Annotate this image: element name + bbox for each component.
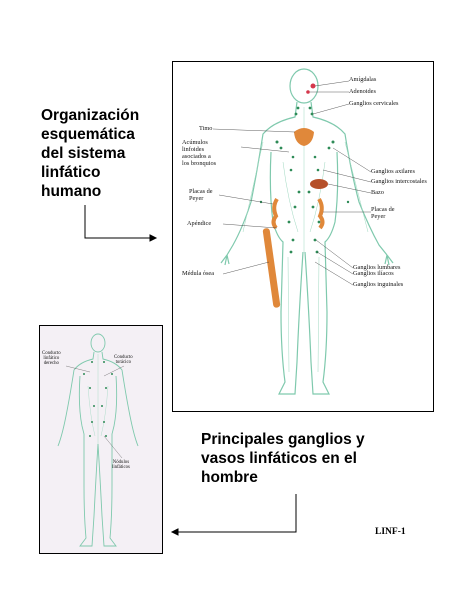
label-apendice: Apéndice xyxy=(187,220,212,227)
label-nodulos-linfaticos: Nódulos linfáticos xyxy=(112,460,130,471)
bone-marrow-shape xyxy=(262,228,280,308)
label-timo: Timo xyxy=(199,125,213,132)
label-amigdalas: Amígdalas xyxy=(349,76,377,83)
label-ganglios-lumbares: Ganglios lumbares xyxy=(353,264,401,271)
arrow-to-small-figure xyxy=(172,494,296,535)
label-ganglios-intercostales: Ganglios intercostales xyxy=(371,178,427,185)
label-ganglios-iliacos: Ganglios ilíacos xyxy=(353,270,394,277)
spleen-shape xyxy=(310,179,328,189)
human-body-illustration xyxy=(173,62,433,411)
label-ganglios-inguinales: Ganglios inguinales xyxy=(353,281,404,288)
arrow-to-main-figure xyxy=(85,205,156,241)
label-ganglios-axilares: Ganglios axilares xyxy=(371,168,415,175)
page-code: LINF-1 xyxy=(375,527,406,537)
label-conducto-derecho: Conducto linfático derecho xyxy=(42,351,61,367)
label-placas-peyer-left: Placas de Peyer xyxy=(189,188,213,202)
thymus-shape xyxy=(294,128,314,146)
lymph-nodes-figure xyxy=(39,325,163,554)
diagram-title-left: Organización esquemática del sistema linfático humano xyxy=(41,107,140,200)
label-placas-peyer-right: Placas de Peyer xyxy=(371,206,395,220)
label-bazo: Bazo xyxy=(371,189,384,196)
label-medula-osea: Médula ósea xyxy=(182,270,214,277)
label-adenoides: Adenoides xyxy=(349,88,376,95)
diagram-title-bottom: Principales ganglios y vasos linfáticos en el hombre xyxy=(201,431,365,486)
label-acumulos-linfoides: Acúmulos linfoides asociados a los bronquios xyxy=(182,139,217,167)
label-ganglios-cervicales: Ganglios cervicales xyxy=(349,100,399,107)
lymphatic-system-figure xyxy=(172,61,434,412)
label-conducto-toracico: Conducto torácico xyxy=(114,355,133,366)
